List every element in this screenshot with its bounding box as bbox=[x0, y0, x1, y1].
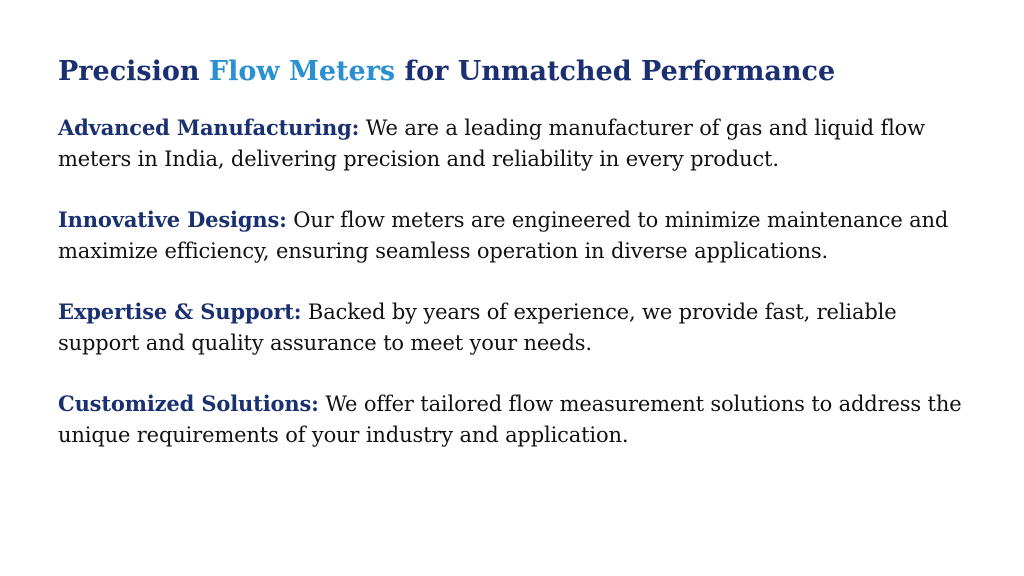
title-part-2: for Unmatched Performance bbox=[395, 56, 836, 87]
point-innovative-designs bbox=[58, 204, 978, 267]
point-text: Our flow meters are engineered to minimize maintenance and maximize efficiency, ensuring seamless operation in diverse applications. bbox=[58, 208, 949, 263]
point-heading: Innovative Designs: bbox=[58, 207, 287, 232]
title-part-1: Precision bbox=[58, 56, 209, 87]
point-advanced-manufacturing bbox=[58, 112, 978, 175]
title-accent: Flow Meters bbox=[208, 56, 396, 87]
point-text: We offer tailored flow measurement solutions to address the unique requirements of your industry and application. bbox=[58, 392, 962, 447]
slide bbox=[58, 52, 978, 480]
point-expertise-support bbox=[58, 296, 978, 359]
page-title bbox=[58, 52, 978, 92]
point-heading: Customized Solutions: bbox=[58, 391, 319, 416]
point-text: We are a leading manufacturer of gas and liquid flow meters in India, delivering precision and reliability in every product. bbox=[58, 116, 925, 171]
point-heading: Advanced Manufacturing: bbox=[58, 115, 360, 140]
point-heading: Expertise & Support: bbox=[58, 299, 302, 324]
point-customized-solutions bbox=[58, 388, 978, 451]
point-text: Backed by years of experience, we provide fast, reliable support and quality assurance to meet your needs. bbox=[58, 300, 897, 355]
